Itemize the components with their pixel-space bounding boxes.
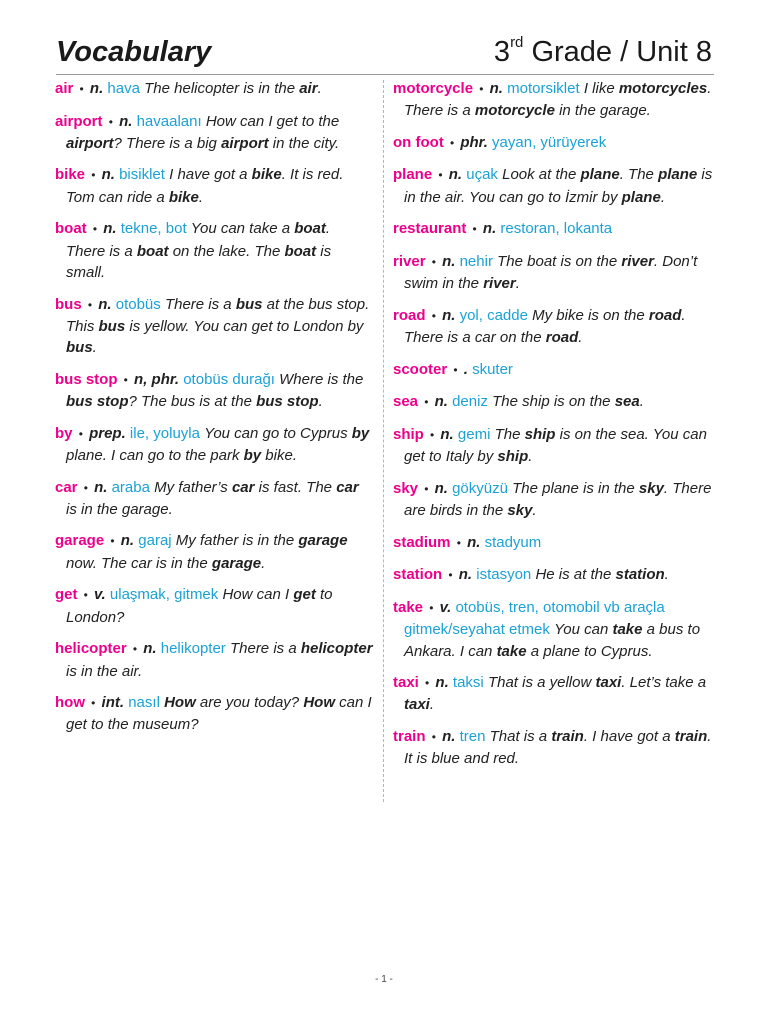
example-keyword: How — [164, 694, 196, 712]
example-text: ? The bus is at the — [128, 393, 257, 411]
example-keyword: road — [648, 306, 682, 324]
example-keyword: motorcycles — [618, 80, 708, 97]
bullet-icon: • — [87, 297, 93, 312]
bullet-icon: • — [110, 534, 115, 549]
part-of-speech: n. — [143, 640, 157, 658]
part-of-speech: n. — [489, 80, 503, 97]
vocab-word: river — [393, 252, 426, 270]
example-keyword: get — [293, 586, 316, 604]
example-text: plane. I can go to the park — [66, 446, 244, 464]
bullet-icon: • — [425, 676, 430, 691]
grade-unit-text: Grade / Unit 8 — [523, 36, 712, 68]
example-text: The — [494, 425, 525, 443]
turkish-translation: bisiklet — [119, 166, 165, 184]
example-keyword: take — [496, 642, 527, 660]
turkish-translation: araba — [111, 478, 150, 496]
part-of-speech: v. — [439, 598, 452, 616]
vocab-word: road — [393, 306, 426, 324]
vocab-word: garage — [55, 532, 105, 550]
part-of-speech: n. — [89, 80, 104, 97]
example-text: There is a — [164, 295, 236, 313]
part-of-speech: n. — [434, 393, 448, 411]
example-text: I like — [583, 80, 619, 97]
example-keyword: motorcycle — [474, 102, 555, 120]
example-keyword: sky — [507, 502, 533, 520]
example-sentence — [492, 393, 644, 410]
example-text: in the garage. — [554, 102, 651, 120]
example-text: How can I — [222, 586, 294, 604]
bullet-icon: • — [79, 82, 84, 96]
part-of-speech: n. — [103, 220, 117, 238]
example-text: now. The car is in the — [66, 554, 212, 572]
example-text: My father’s — [154, 478, 232, 496]
example-text: . — [664, 566, 669, 584]
example-text: is small. — [66, 242, 332, 281]
page-header — [56, 34, 714, 75]
vocab-word: plane — [393, 166, 433, 184]
turkish-translation: garaj — [138, 532, 172, 550]
example-text: My father is in the — [175, 532, 299, 550]
example-keyword: car — [231, 478, 255, 496]
example-keyword: airport — [66, 134, 114, 152]
part-of-speech: n. — [94, 478, 108, 496]
turkish-translation: havaalanı — [136, 112, 202, 130]
bullet-icon: • — [472, 222, 477, 237]
turkish-translation: otobüs durağı — [183, 370, 275, 388]
vocab-word: get — [55, 586, 78, 604]
vocab-entry — [55, 111, 373, 155]
example-text: . The — [619, 166, 659, 184]
example-keyword: river — [483, 275, 516, 293]
example-text: at the bus stop. This — [66, 295, 370, 335]
bullet-icon: • — [438, 168, 443, 183]
bullet-icon: • — [431, 254, 436, 269]
turkish-translation: gemi — [457, 425, 491, 443]
example-keyword: station — [615, 566, 665, 584]
example-sentence — [144, 80, 322, 97]
example-text: . — [528, 448, 533, 466]
part-of-speech: n. — [442, 252, 456, 270]
example-keyword: train — [674, 727, 708, 745]
example-text: . — [639, 393, 644, 411]
vocab-word: sea — [393, 393, 419, 411]
example-keyword: train — [551, 727, 584, 745]
example-keyword: sea — [614, 393, 640, 411]
example-keyword: taxi — [595, 674, 622, 692]
example-keyword: road — [545, 329, 579, 347]
turkish-translation: otobüs — [115, 295, 161, 313]
bullet-icon: • — [83, 588, 88, 603]
part-of-speech: n. — [458, 566, 473, 584]
example-keyword: airport — [221, 134, 269, 152]
example-text: . — [578, 329, 583, 347]
example-text: . Don’t swim in the — [404, 252, 698, 293]
example-keyword: plane — [580, 166, 620, 184]
vocab-word: airport — [55, 112, 103, 130]
vocab-entry — [393, 251, 713, 295]
example-text: The ship is on the — [492, 393, 615, 411]
part-of-speech: int. — [101, 694, 125, 712]
example-keyword: air — [299, 80, 318, 97]
example-keyword: sky — [638, 479, 664, 497]
bullet-icon: • — [92, 222, 98, 237]
vocab-word: bike — [55, 166, 86, 184]
example-text: . I have got a — [583, 727, 675, 745]
example-sentence — [535, 566, 668, 583]
turkish-translation: gökyüzü — [452, 479, 508, 497]
bullet-icon: • — [429, 600, 434, 615]
vocab-word: ship — [393, 425, 424, 443]
example-keyword: plane — [621, 188, 661, 206]
vocab-word: sky — [393, 479, 419, 497]
example-text: is in the garage. — [66, 500, 173, 518]
vocab-entry — [393, 305, 713, 349]
example-text: Where is the — [279, 370, 364, 388]
turkish-translation: stadyum — [484, 533, 542, 551]
vocab-word: taxi — [393, 674, 419, 692]
example-keyword: garage — [211, 554, 262, 572]
bullet-icon: • — [91, 168, 96, 183]
example-text: is yellow. You can get to London by — [125, 317, 364, 335]
vocab-entry — [393, 359, 713, 381]
vocab-entry — [393, 726, 713, 770]
example-text: There is a — [229, 640, 301, 658]
example-text: . There are birds in the — [404, 479, 712, 520]
bullet-icon: • — [453, 362, 458, 377]
bullet-icon: • — [431, 308, 436, 323]
part-of-speech: v. — [94, 586, 106, 604]
part-of-speech: n. — [442, 727, 456, 745]
example-keyword: How — [303, 694, 335, 712]
vocab-entry — [55, 164, 373, 208]
example-keyword: bike — [168, 188, 199, 206]
vocab-entry — [393, 478, 713, 522]
example-text: . — [198, 188, 204, 206]
bullet-icon: • — [430, 427, 435, 442]
part-of-speech: n. — [440, 425, 454, 443]
example-keyword: boat — [136, 242, 169, 260]
example-keyword: ship — [524, 425, 556, 443]
turkish-translation: deniz — [452, 393, 488, 411]
example-keyword: bus — [235, 295, 263, 313]
example-text: How can I get to the — [205, 112, 340, 130]
page-title: Vocabulary — [56, 36, 212, 68]
example-text: You can — [554, 621, 613, 639]
vocab-entry — [55, 294, 373, 359]
example-text: bike. — [261, 446, 297, 464]
example-text: My bike is on the — [532, 306, 649, 324]
example-keyword: by — [351, 424, 370, 442]
part-of-speech: n. — [482, 220, 497, 238]
example-text: That is a yellow — [487, 674, 596, 692]
bullet-icon: • — [91, 696, 96, 711]
example-text: . — [660, 188, 665, 206]
vocab-word: bus — [55, 295, 82, 313]
example-keyword: taxi — [404, 696, 430, 714]
vocab-entry — [55, 692, 373, 736]
example-keyword: bus — [98, 317, 126, 335]
grade-ordinal: rd — [510, 34, 524, 52]
bullet-icon: • — [431, 729, 436, 744]
example-sentence — [404, 480, 711, 519]
part-of-speech: n. — [448, 166, 463, 184]
part-of-speech: . — [463, 360, 468, 378]
example-text: . There is a car on the — [404, 306, 686, 347]
turkish-translation: ulaşmak, gitmek — [109, 586, 219, 604]
turkish-translation: taksi — [452, 674, 484, 692]
vocab-entry — [393, 132, 713, 154]
example-text: is on the sea. You can get to Italy by — [404, 425, 707, 466]
example-keyword: by — [243, 446, 262, 464]
vocab-entry — [55, 423, 373, 467]
part-of-speech: n. — [442, 306, 456, 324]
example-text: . — [261, 554, 266, 572]
example-keyword: river — [621, 252, 654, 270]
grade-number: 3 — [493, 36, 511, 68]
example-keyword: bus — [66, 339, 93, 357]
vocab-word: restaurant — [393, 220, 467, 238]
turkish-translation: motorsiklet — [507, 80, 580, 97]
turkish-translation: tren — [459, 727, 486, 745]
example-sentence — [66, 296, 369, 357]
example-text: The boat is on the — [497, 252, 622, 270]
example-text: . Let’s take a — [621, 674, 707, 692]
vocab-word: on foot — [393, 133, 444, 151]
vocab-entry — [393, 597, 713, 662]
turkish-translation: yol, cadde — [459, 306, 528, 324]
turkish-translation: skuter — [472, 360, 513, 378]
part-of-speech: n. — [434, 479, 448, 497]
turkish-translation: nehir — [459, 252, 493, 270]
turkish-translation: nasıl — [128, 694, 160, 712]
example-text: . It is red. Tom can ride a — [66, 166, 344, 206]
bullet-icon: • — [424, 481, 429, 496]
example-text: . — [429, 696, 435, 714]
example-text: can I get to the museum? — [66, 694, 372, 734]
page-number: - 1 - — [375, 974, 393, 985]
vocabulary-column-left — [55, 78, 373, 746]
turkish-translation: istasyon — [476, 566, 532, 584]
vocab-word: air — [55, 80, 74, 97]
vocab-entry — [393, 164, 713, 208]
example-text: on the lake. The — [168, 242, 285, 260]
example-keyword: bus stop — [66, 393, 129, 411]
vocab-entry — [55, 530, 373, 574]
vocab-word: station — [393, 566, 443, 584]
vocabulary-column-right — [393, 78, 713, 780]
turkish-translation: yayan, yürüyerek — [492, 133, 607, 151]
example-text: That is a — [489, 727, 552, 745]
vocab-word: by — [55, 424, 73, 442]
vocab-entry — [393, 218, 713, 240]
example-text: . — [317, 80, 322, 97]
part-of-speech: n. — [119, 112, 133, 130]
example-keyword: garage — [298, 532, 348, 550]
vocab-entry — [393, 424, 713, 468]
example-text: . — [318, 393, 323, 411]
turkish-translation: uçak — [466, 166, 498, 184]
example-sentence — [66, 113, 339, 152]
vocab-word: helicopter — [55, 640, 127, 658]
example-keyword: boat — [284, 242, 317, 260]
example-text: is in the air. — [66, 662, 143, 680]
example-text: You can go to Cyprus — [204, 424, 352, 442]
bullet-icon: • — [448, 568, 453, 583]
example-text: You can take a — [190, 220, 295, 238]
bullet-icon: • — [123, 372, 128, 387]
part-of-speech: n. — [120, 532, 135, 550]
turkish-translation: helikopter — [160, 640, 226, 658]
turkish-translation: hava — [107, 80, 140, 97]
example-text: ? There is a big — [113, 134, 222, 152]
turkish-translation: otobüs, tren, otomobil vb araçla gitmek/seyahat etmek — [404, 598, 665, 639]
grade-unit-title — [494, 36, 712, 69]
example-text: . — [515, 275, 520, 293]
example-text: I have got a — [169, 166, 252, 184]
example-text: . It is blue and red. — [404, 727, 712, 768]
bullet-icon: • — [479, 82, 484, 96]
vocab-word: motorcycle — [393, 80, 474, 97]
bullet-icon: • — [132, 642, 138, 657]
example-text: . — [92, 339, 97, 357]
example-keyword: helicopter — [300, 640, 373, 658]
example-keyword: boat — [294, 220, 326, 238]
example-sentence — [66, 479, 359, 518]
bullet-icon: • — [78, 426, 83, 441]
vocab-entry — [393, 564, 713, 586]
vocab-entry — [55, 78, 373, 100]
bullet-icon: • — [456, 535, 461, 550]
example-text: . There is a — [404, 80, 712, 120]
vocab-entry — [55, 584, 373, 628]
vocab-entry — [55, 369, 373, 413]
bullet-icon: • — [449, 135, 455, 150]
turkish-translation: ile, yoluyla — [129, 424, 200, 442]
vocab-word: scooter — [393, 360, 448, 378]
vocab-word: train — [393, 727, 426, 745]
vocab-entry — [55, 218, 373, 283]
part-of-speech: n. — [101, 166, 115, 184]
example-text: The plane is in the — [512, 479, 639, 497]
part-of-speech: n, phr. — [134, 370, 180, 388]
example-text: a plane to Cyprus. — [526, 642, 653, 660]
example-text: in the city. — [268, 134, 340, 152]
column-divider — [383, 80, 384, 802]
bullet-icon: • — [424, 395, 429, 410]
example-text: He is at the — [535, 566, 616, 584]
vocab-word: stadium — [393, 533, 451, 551]
part-of-speech: n. — [98, 295, 112, 313]
example-keyword: take — [612, 621, 643, 639]
example-keyword: ship — [497, 448, 529, 466]
example-text: . There is a — [66, 220, 331, 260]
part-of-speech: n. — [467, 533, 481, 551]
bullet-icon: • — [83, 480, 88, 495]
vocab-word: car — [55, 478, 78, 496]
example-text: is in the air. You can go to İzmir by — [404, 166, 713, 206]
part-of-speech: n. — [435, 674, 449, 692]
part-of-speech: prep. — [89, 424, 126, 442]
example-text: Look at the — [502, 166, 581, 184]
example-keyword: car — [336, 478, 359, 496]
vocab-entry — [393, 532, 713, 554]
vocab-word: how — [55, 694, 85, 712]
vocab-entry — [55, 477, 373, 521]
example-text: The helicopter is in the — [144, 80, 300, 97]
vocab-entry — [393, 391, 713, 413]
example-sentence — [66, 532, 348, 571]
example-text: to London? — [66, 586, 333, 626]
vocab-entry — [55, 638, 373, 682]
vocab-word: take — [393, 598, 424, 616]
example-text: is fast. The — [254, 478, 337, 496]
example-text: are you today? — [195, 694, 304, 712]
example-text: . — [532, 502, 537, 520]
example-sentence — [404, 674, 706, 713]
bullet-icon: • — [108, 114, 113, 129]
turkish-translation: tekne, bot — [120, 220, 187, 238]
vocab-word: bus stop — [55, 370, 118, 388]
part-of-speech: phr. — [460, 133, 488, 151]
vocab-word: boat — [55, 220, 87, 238]
vocab-entry — [393, 672, 713, 716]
example-text: a bus to Ankara. I can — [404, 621, 701, 660]
vocab-entry — [393, 78, 713, 122]
example-keyword: bike — [251, 166, 282, 184]
turkish-translation: restoran, lokanta — [500, 220, 613, 238]
example-keyword: bus stop — [256, 393, 319, 411]
example-keyword: plane — [658, 166, 698, 184]
